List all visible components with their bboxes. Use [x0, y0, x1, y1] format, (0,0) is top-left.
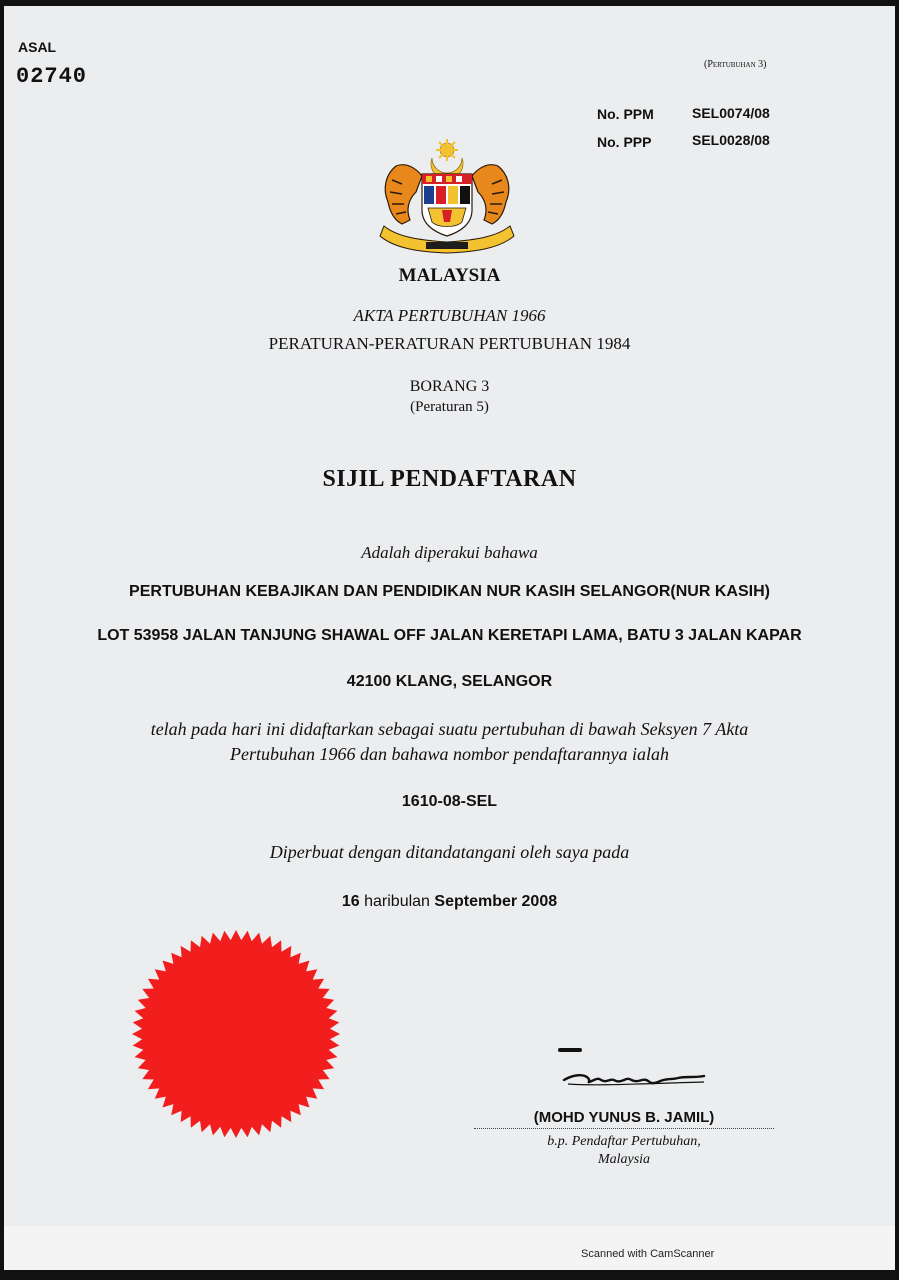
- made-signed-text: Diperbuat dengan ditandatangani oleh saya pada: [269, 842, 630, 862]
- form-number: BORANG 3: [409, 378, 490, 395]
- date-word: haribulan: [364, 893, 430, 910]
- serial-number: 02740: [16, 64, 88, 89]
- signer-role: b.p. Pendaftar Pertubuhan,: [547, 1134, 701, 1149]
- ppp-label: No. PPP: [597, 134, 652, 150]
- statement-line-2: Pertubuhan 1966 dan bahawa nombor pendaftarannya ialah: [230, 744, 669, 764]
- statement-line-1: telah pada hari ini didaftarkan sebagai suatu pertubuhan di bawah Seksyen 7 Akta: [150, 719, 749, 739]
- ppm-value: SEL0074/08: [692, 105, 770, 121]
- address-line-1: LOT 53958 JALAN TANJUNG SHAWAL OFF JALAN KERETAPI LAMA, BATU 3 JALAN KAPAR: [97, 627, 802, 644]
- registration-number: 1610-08-SEL: [401, 793, 498, 810]
- address-line-2: 42100 KLANG, SELANGOR: [346, 673, 553, 690]
- certificate-title: SIJIL PENDAFTARAN: [322, 466, 577, 492]
- ppm-label: No. PPM: [597, 106, 654, 122]
- asal-label: ASAL: [18, 39, 57, 55]
- act-title: AKTA PERTUBUHAN 1966: [353, 306, 546, 325]
- form-regulation: (Peraturan 5): [410, 399, 489, 415]
- country-title: MALAYSIA: [398, 265, 501, 286]
- organization-name: PERTUBUHAN KEBAJIKAN DAN PENDIDIKAN NUR KASIH SELANGOR(NUR KASIH): [129, 583, 770, 600]
- signature-line: [474, 1128, 774, 1129]
- malaysia-coat-of-arms-icon: [376, 136, 518, 256]
- form-reference: (Pertubuhan 3): [704, 59, 767, 70]
- red-seal-icon: [130, 928, 342, 1140]
- scanner-watermark: Scanned with CamScanner: [581, 1248, 715, 1260]
- signer-country: Malaysia: [597, 1152, 651, 1167]
- regulations-title: PERATURAN-PERATURAN PERTUBUHAN 1984: [268, 334, 631, 353]
- ppp-value: SEL0028/08: [692, 132, 770, 148]
- date-day: 16: [341, 893, 360, 910]
- signer-name: (MOHD YUNUS B. JAMIL): [533, 1109, 715, 1126]
- scan-footer: [4, 1226, 895, 1270]
- signature-icon: [554, 1036, 714, 1096]
- date-line: [4, 893, 895, 911]
- date-month-year: September 2008: [434, 893, 558, 910]
- certificate-page: [4, 6, 895, 1270]
- certify-text: Adalah diperakui bahawa: [361, 543, 538, 562]
